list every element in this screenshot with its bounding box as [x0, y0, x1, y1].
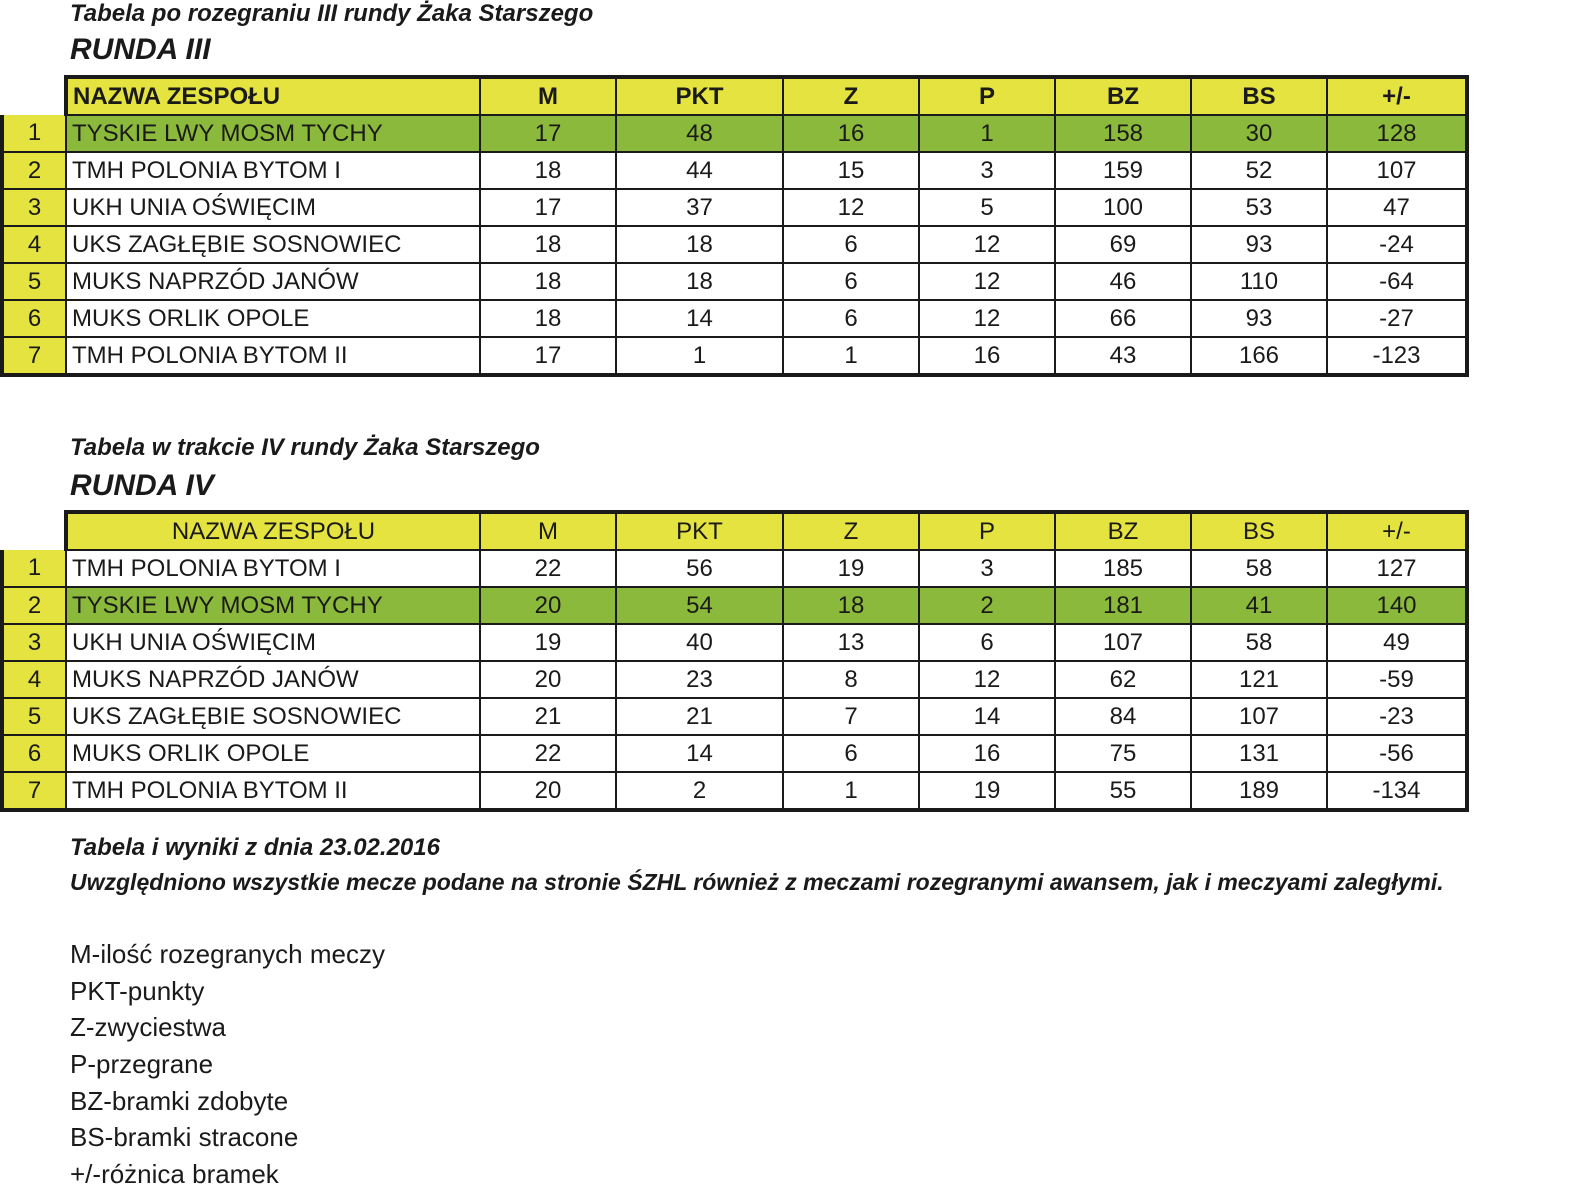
pkt-cell: 54	[616, 587, 783, 624]
diff-cell: 107	[1327, 152, 1467, 189]
z-cell: 6	[783, 300, 919, 337]
diff-cell: 47	[1327, 189, 1467, 226]
round3-title: RUNDA III	[70, 33, 211, 66]
p-cell: 12	[919, 226, 1055, 263]
bs-cell: 30	[1191, 115, 1327, 152]
table-row	[2, 735, 1467, 772]
bz-cell: 66	[1055, 300, 1191, 337]
header-bz: BZ	[1055, 77, 1191, 115]
header-m: M	[480, 512, 616, 550]
table-row	[2, 661, 1467, 698]
table-row	[2, 698, 1467, 735]
pkt-cell: 1	[616, 337, 783, 375]
team-name-cell: UKH UNIA OŚWIĘCIM	[66, 189, 480, 226]
table-row	[2, 337, 1467, 375]
bz-cell: 159	[1055, 152, 1191, 189]
p-cell: 5	[919, 189, 1055, 226]
position-cell: 6	[2, 300, 66, 337]
diff-cell: 49	[1327, 624, 1467, 661]
m-cell: 20	[480, 772, 616, 810]
pkt-cell: 18	[616, 263, 783, 300]
header-diff: +/-	[1327, 77, 1467, 115]
bs-cell: 58	[1191, 624, 1327, 661]
z-cell: 7	[783, 698, 919, 735]
team-name-cell: UKS ZAGŁĘBIE SOSNOWIEC	[66, 698, 480, 735]
table-row	[2, 300, 1467, 337]
bz-cell: 107	[1055, 624, 1191, 661]
header-pkt: PKT	[616, 512, 783, 550]
header-diff: +/-	[1327, 512, 1467, 550]
z-cell: 15	[783, 152, 919, 189]
header-team-name: NAZWA ZESPOŁU	[66, 512, 480, 550]
header-z: Z	[783, 512, 919, 550]
position-cell: 6	[2, 735, 66, 772]
p-cell: 1	[919, 115, 1055, 152]
header-blank-cell	[2, 77, 66, 115]
pkt-cell: 23	[616, 661, 783, 698]
z-cell: 1	[783, 337, 919, 375]
pkt-cell: 56	[616, 550, 783, 587]
m-cell: 17	[480, 189, 616, 226]
m-cell: 20	[480, 661, 616, 698]
legend-item: Z-zwyciestwa	[70, 1012, 227, 1043]
team-name-cell: UKH UNIA OŚWIĘCIM	[66, 624, 480, 661]
m-cell: 20	[480, 587, 616, 624]
team-name-cell: TMH POLONIA BYTOM I	[66, 550, 480, 587]
p-cell: 3	[919, 550, 1055, 587]
position-cell: 2	[2, 152, 66, 189]
diff-cell: -23	[1327, 698, 1467, 735]
table-row	[2, 226, 1467, 263]
p-cell: 2	[919, 587, 1055, 624]
p-cell: 12	[919, 300, 1055, 337]
z-cell: 6	[783, 735, 919, 772]
z-cell: 19	[783, 550, 919, 587]
table-row	[2, 152, 1467, 189]
team-name-cell: TYSKIE LWY MOSM TYCHY	[66, 115, 480, 152]
p-cell: 12	[919, 263, 1055, 300]
table-header-row	[2, 512, 1467, 550]
header-p: P	[919, 512, 1055, 550]
bs-cell: 131	[1191, 735, 1327, 772]
z-cell: 1	[783, 772, 919, 810]
bz-cell: 100	[1055, 189, 1191, 226]
round4-table	[0, 510, 1469, 812]
diff-cell: -56	[1327, 735, 1467, 772]
header-m: M	[480, 77, 616, 115]
pkt-cell: 37	[616, 189, 783, 226]
m-cell: 18	[480, 152, 616, 189]
pkt-cell: 18	[616, 226, 783, 263]
position-cell: 5	[2, 698, 66, 735]
pkt-cell: 14	[616, 735, 783, 772]
position-cell: 4	[2, 226, 66, 263]
bs-cell: 93	[1191, 300, 1327, 337]
position-cell: 1	[2, 550, 66, 587]
m-cell: 18	[480, 226, 616, 263]
m-cell: 18	[480, 300, 616, 337]
m-cell: 19	[480, 624, 616, 661]
header-team-name: NAZWA ZESPOŁU	[66, 77, 480, 115]
table-row	[2, 263, 1467, 300]
bs-cell: 41	[1191, 587, 1327, 624]
header-pkt: PKT	[616, 77, 783, 115]
z-cell: 18	[783, 587, 919, 624]
diff-cell: -24	[1327, 226, 1467, 263]
diff-cell: -134	[1327, 772, 1467, 810]
table-row	[2, 550, 1467, 587]
z-cell: 16	[783, 115, 919, 152]
p-cell: 3	[919, 152, 1055, 189]
legend-item: PKT-punkty	[70, 975, 205, 1006]
bs-cell: 166	[1191, 337, 1327, 375]
diff-cell: 128	[1327, 115, 1467, 152]
bs-cell: 52	[1191, 152, 1327, 189]
bz-cell: 69	[1055, 226, 1191, 263]
table-header-row	[2, 77, 1467, 115]
p-cell: 6	[919, 624, 1055, 661]
table-row	[2, 772, 1467, 810]
team-name-cell: TYSKIE LWY MOSM TYCHY	[66, 587, 480, 624]
round3-subtitle: Tabela po rozegraniu III rundy Żaka Starszego	[70, 0, 594, 27]
pkt-cell: 40	[616, 624, 783, 661]
team-name-cell: TMH POLONIA BYTOM II	[66, 772, 480, 810]
team-name-cell: MUKS ORLIK OPOLE	[66, 735, 480, 772]
bs-cell: 189	[1191, 772, 1327, 810]
team-name-cell: MUKS NAPRZÓD JANÓW	[66, 661, 480, 698]
pkt-cell: 44	[616, 152, 783, 189]
position-cell: 5	[2, 263, 66, 300]
legend-item: BZ-bramki zdobyte	[70, 1085, 289, 1116]
p-cell: 19	[919, 772, 1055, 810]
info-note: Uwzględniono wszystkie mecze podane na stronie ŚZHL również z meczami rozegranymi awansem, jak i meczyami zaległymi.	[70, 869, 1444, 895]
header-blank-cell	[2, 512, 66, 550]
position-cell: 3	[2, 189, 66, 226]
p-cell: 16	[919, 337, 1055, 375]
z-cell: 12	[783, 189, 919, 226]
diff-cell: 140	[1327, 587, 1467, 624]
team-name-cell: UKS ZAGŁĘBIE SOSNOWIEC	[66, 226, 480, 263]
bz-cell: 75	[1055, 735, 1191, 772]
header-bs: BS	[1191, 77, 1327, 115]
header-bz: BZ	[1055, 512, 1191, 550]
pkt-cell: 14	[616, 300, 783, 337]
position-cell: 3	[2, 624, 66, 661]
table-row	[2, 587, 1467, 624]
header-p: P	[919, 77, 1055, 115]
m-cell: 22	[480, 735, 616, 772]
m-cell: 17	[480, 337, 616, 375]
bz-cell: 84	[1055, 698, 1191, 735]
diff-cell: -64	[1327, 263, 1467, 300]
m-cell: 17	[480, 115, 616, 152]
table-row	[2, 624, 1467, 661]
diff-cell: 127	[1327, 550, 1467, 587]
header-bs: BS	[1191, 512, 1327, 550]
table-row	[2, 189, 1467, 226]
position-cell: 2	[2, 587, 66, 624]
bs-cell: 121	[1191, 661, 1327, 698]
m-cell: 21	[480, 698, 616, 735]
bz-cell: 158	[1055, 115, 1191, 152]
m-cell: 22	[480, 550, 616, 587]
position-cell: 7	[2, 337, 66, 375]
bz-cell: 43	[1055, 337, 1191, 375]
round4-subtitle: Tabela w trakcie IV rundy Żaka Starszego	[70, 434, 540, 461]
z-cell: 13	[783, 624, 919, 661]
team-name-cell: MUKS ORLIK OPOLE	[66, 300, 480, 337]
bz-cell: 46	[1055, 263, 1191, 300]
bz-cell: 181	[1055, 587, 1191, 624]
bs-cell: 58	[1191, 550, 1327, 587]
team-name-cell: TMH POLONIA BYTOM I	[66, 152, 480, 189]
team-name-cell: TMH POLONIA BYTOM II	[66, 337, 480, 375]
bz-cell: 62	[1055, 661, 1191, 698]
z-cell: 8	[783, 661, 919, 698]
bs-cell: 93	[1191, 226, 1327, 263]
legend-item: BS-bramki stracone	[70, 1122, 299, 1153]
bs-cell: 110	[1191, 263, 1327, 300]
p-cell: 16	[919, 735, 1055, 772]
header-z: Z	[783, 77, 919, 115]
pkt-cell: 2	[616, 772, 783, 810]
legend-item: M-ilość rozegranych meczy	[70, 939, 385, 969]
team-name-cell: MUKS NAPRZÓD JANÓW	[66, 263, 480, 300]
round3-table	[0, 75, 1469, 377]
p-cell: 14	[919, 698, 1055, 735]
bs-cell: 107	[1191, 698, 1327, 735]
pkt-cell: 21	[616, 698, 783, 735]
diff-cell: -59	[1327, 661, 1467, 698]
bs-cell: 53	[1191, 189, 1327, 226]
z-cell: 6	[783, 226, 919, 263]
position-cell: 4	[2, 661, 66, 698]
pkt-cell: 48	[616, 115, 783, 152]
legend-item: +/-różnica bramek	[70, 1159, 279, 1190]
round4-title: RUNDA IV	[70, 469, 214, 502]
position-cell: 7	[2, 772, 66, 810]
date-note: Tabela i wyniki z dnia 23.02.2016	[70, 834, 440, 861]
m-cell: 18	[480, 263, 616, 300]
table-row	[2, 115, 1467, 152]
z-cell: 6	[783, 263, 919, 300]
bz-cell: 185	[1055, 550, 1191, 587]
diff-cell: -123	[1327, 337, 1467, 375]
legend-item: P-przegrane	[70, 1049, 214, 1080]
abbreviation-legend	[70, 936, 385, 1193]
diff-cell: -27	[1327, 300, 1467, 337]
position-cell: 1	[2, 115, 66, 152]
p-cell: 12	[919, 661, 1055, 698]
bz-cell: 55	[1055, 772, 1191, 810]
